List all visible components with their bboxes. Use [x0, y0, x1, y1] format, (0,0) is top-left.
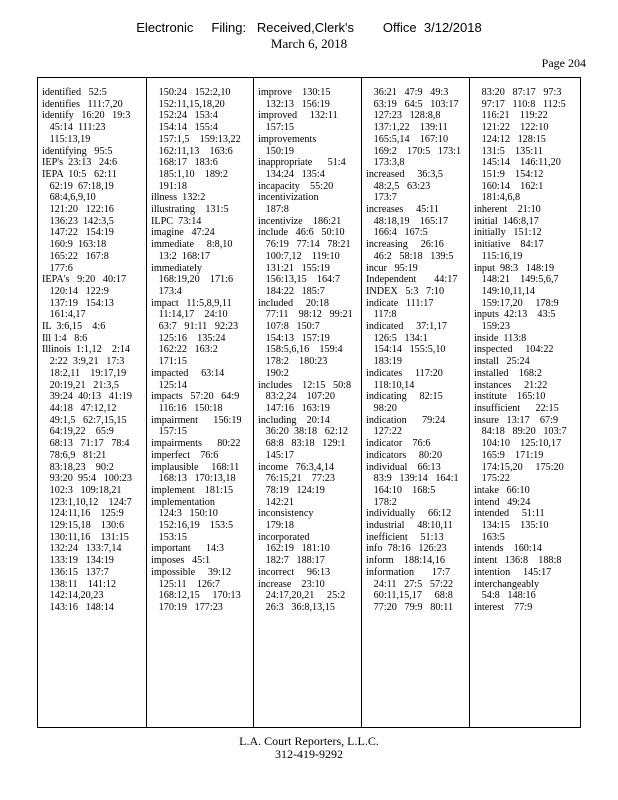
index-entry: indicating 82:15	[366, 391, 443, 403]
index-entry: 168:17 183:6	[151, 157, 218, 169]
index-column-3	[254, 78, 362, 727]
index-entry: 165:22 167:8	[42, 250, 109, 262]
index-entry: intent 136:8 188:8	[474, 555, 562, 567]
index-entry: imposes 45:1	[151, 555, 211, 567]
index-entry: 150:19	[258, 145, 294, 157]
index-entry: 60:11,15,17 68:8	[366, 590, 453, 602]
court-reporter-name: L.A. Court Reporters, L.L.C.	[239, 734, 379, 748]
index-entry: incentivize 186:21	[258, 215, 342, 227]
index-entry: 24:17,20,21 25:2	[258, 590, 346, 602]
index-entry: IEPA 10:5 62:11	[42, 168, 117, 180]
index-entry: 68:4,6,9,10	[42, 192, 96, 204]
index-entry: initial 146:8,17	[474, 215, 539, 227]
index-entry: interchangeably	[474, 578, 540, 590]
index-entry: 127:22	[366, 426, 402, 438]
index-entry: 179:18	[258, 520, 294, 532]
index-entry: impact 11:5,8,9,11	[151, 297, 232, 309]
index-column-4	[362, 78, 470, 727]
index-entry: 64:19,22 65:9	[42, 426, 114, 438]
index-entry: 121:22 122:10	[474, 122, 549, 134]
index-entry: inconsistency	[258, 508, 314, 520]
index-entry: 147:22 154:19	[42, 227, 114, 239]
index-entry: 131:21 155:19	[258, 262, 330, 274]
index-entry: indicator 76:6	[366, 438, 431, 450]
index-entry: 173:7	[366, 192, 397, 204]
index-entry: 173:3,8	[366, 157, 405, 169]
index-entry: 124:11,16 125:9	[42, 508, 124, 520]
index-entry: 36:21 47:9 49:3	[366, 87, 449, 98]
index-entry: individual 66:13	[366, 461, 441, 473]
index-entry: 175:22	[474, 473, 510, 485]
index-entry: 152:24 153:4	[151, 110, 218, 122]
index-entry: 165:5,14 167:10	[366, 133, 449, 145]
index-entry: incapacity 55:20	[258, 180, 334, 192]
index-entry: info 78:16 126:23	[366, 543, 447, 555]
index-entry: identified 52:5	[42, 87, 107, 98]
index-entry: 170:19 177:23	[151, 601, 223, 613]
index-entry: identifying 95:5	[42, 145, 113, 157]
index-entry: 134:15 135:10	[474, 520, 549, 532]
index-entry: INDEX 5:3 7:10	[366, 285, 445, 297]
index-entry: 116:21 119:22	[474, 110, 548, 122]
index-entry: improved 132:11	[258, 110, 338, 122]
index-entry: 124:3 150:10	[151, 508, 218, 520]
index-entry: inappropriate 51:4	[258, 157, 346, 169]
index-entry: 184:22 185:7	[258, 285, 325, 297]
index-entry: incentivization	[258, 192, 319, 204]
index-entry: 97:17 110:8 112:5	[474, 98, 566, 110]
index-entry: 134:24 135:4	[258, 168, 325, 180]
index-column-1	[38, 78, 147, 727]
index-entry: input 98:3 148:19	[474, 262, 555, 274]
index-entry: 93:20 95:4 100:23	[42, 473, 132, 485]
index-entry: 143:16 148:14	[42, 601, 114, 613]
index-entry: 148:21 149:5,6,7	[474, 274, 559, 286]
index-entry: immediate 8:8,10	[151, 239, 233, 251]
index-entry: 185:1,10 189:2	[151, 168, 228, 180]
index-entry: indication 79:24	[366, 414, 446, 426]
index-entry: intake 66:10	[474, 484, 530, 496]
index-entry: 46:2 58:18 139:5	[366, 250, 454, 262]
index-entry: 76:19 77:14 78:21	[258, 239, 351, 251]
index-entry: 168:13 170:13,18	[151, 473, 236, 485]
index-entry: information 17:7	[366, 566, 451, 578]
index-entry: important 14:3	[151, 543, 225, 555]
index-entry: initiative 84:17	[474, 239, 544, 251]
index-entry: 116:16 150:18	[151, 402, 223, 414]
index-entry: IEPA's 9:20 40:17	[42, 274, 127, 286]
index-entry: 154:13 157:19	[258, 332, 330, 344]
index-entry: 187:8	[258, 204, 289, 216]
index-entry: 166:4 167:5	[366, 227, 428, 239]
index-entry: inspected 104:22	[474, 344, 554, 356]
index-entry: 133:19 134:19	[42, 555, 114, 567]
index-entry: implausible 168:11	[151, 461, 240, 473]
index-entry: 178:2 180:23	[258, 356, 328, 368]
index-entry: indicate 111:17	[366, 297, 434, 309]
index-entry: 173:4	[151, 285, 182, 297]
index-entry: 136:23 142:3,5	[42, 215, 114, 227]
index-entry: 76:15,21 77:23	[258, 473, 335, 485]
index-entry: install 25:24	[474, 356, 530, 368]
index-entry: 154:14 155:5,10	[366, 344, 446, 356]
index-entry: 121:20 122:16	[42, 204, 114, 216]
index-entry: includes 12:15 50:8	[258, 379, 352, 391]
index-entry: inherent 21:10	[474, 204, 541, 216]
index-entry: inefficient 51:13	[366, 531, 444, 543]
index-entry: illustrating 131:5	[151, 204, 229, 216]
footer	[0, 735, 618, 761]
index-entry: 138:11 141:12	[42, 578, 117, 590]
index-entry: incorporated	[258, 531, 310, 543]
index-entry: intention 145:17	[474, 566, 552, 578]
index-entry: inside 113:8	[474, 332, 527, 344]
index-entry: 191:18	[151, 180, 187, 192]
index-entry: 142:21	[258, 496, 294, 508]
index-entry: including 20:14	[258, 414, 330, 426]
index-entry: 77:20 79:9 80:11	[366, 601, 454, 613]
index-entry: 130:11,16 131:15	[42, 531, 129, 543]
index-column-5	[470, 78, 580, 727]
index-entry: 164:10 168:5	[366, 484, 436, 496]
index-entry: impairments 80:22	[151, 438, 241, 450]
word-index-table	[37, 77, 581, 728]
index-entry: insufficient 22:15	[474, 402, 559, 414]
index-entry: 183:19	[366, 356, 402, 368]
index-entry: implement 181:15	[151, 484, 234, 496]
index-entry: illness 132:2	[151, 192, 206, 204]
index-entry: increases 45:11	[366, 204, 439, 216]
index-entry: 150:24 152:2,10	[151, 87, 231, 98]
index-entry: indicators 80:20	[366, 449, 443, 461]
index-entry: 120:14 122:9	[42, 285, 109, 297]
index-entry: 163:5	[474, 531, 505, 543]
index-entry: indicates 117:20	[366, 367, 443, 379]
index-entry: incur 95:19	[366, 262, 418, 274]
index-entry: 102:3 109:18,21	[42, 484, 122, 496]
index-entry: identify 16:20 19:3	[42, 110, 131, 122]
index-entry: 157:15	[151, 426, 187, 438]
index-entry: installed 168:2	[474, 367, 542, 379]
index-entry: 161:4,17	[42, 309, 86, 321]
index-entry: 36:20 38:18 62:12	[258, 426, 348, 438]
index-entry: included 20:18	[258, 297, 330, 309]
index-entry: 168:12,15 170:13	[151, 590, 241, 602]
index-entry: 142:14,20,23	[42, 590, 104, 602]
index-entry: include 46:6 50:10	[258, 227, 345, 239]
index-entry: interest 77:9	[474, 601, 533, 613]
index-entry: 118:10,14	[366, 379, 415, 391]
index-entry: 26:3 36:8,13,15	[258, 601, 335, 613]
index-entry: impacted 63:14	[151, 367, 225, 379]
index-entry: increase 23:10	[258, 578, 325, 590]
index-entry: Ill 1:4 8:6	[42, 332, 88, 344]
index-entry: IEP's 23:13 24:6	[42, 157, 118, 169]
index-entry: 159:17,20 178:9	[474, 297, 559, 309]
index-entry: income 76:3,4,14	[258, 461, 335, 473]
index-entry: IL 3:6,15 4:6	[42, 321, 106, 333]
index-entry: 123:1,10,12 124:7	[42, 496, 132, 508]
index-entry: institute 165:10	[474, 391, 546, 403]
index-entry: 162:22 163:2	[151, 344, 218, 356]
page-number: Page 204	[541, 56, 586, 70]
index-entry: 11:14,17 24:10	[151, 309, 228, 321]
index-entry: 54:8 148:16	[474, 590, 536, 602]
index-entry: 83:2,24 107:20	[258, 391, 335, 403]
index-entry: intends 160:14	[474, 543, 542, 555]
index-entry: impacts 57:20 64:9	[151, 391, 240, 403]
index-entry: 153:15	[151, 531, 187, 543]
index-entry: 160:9 163:18	[42, 239, 107, 251]
index-entry: identifies 111:7,20	[42, 98, 123, 110]
index-entry: 13:2 168:17	[151, 250, 211, 262]
index-entry: individually 66:12	[366, 508, 452, 520]
index-entry: 132:13 156:19	[258, 98, 330, 110]
index-entry: 125:14	[151, 379, 187, 391]
court-reporter-phone: 312-419-9292	[275, 747, 343, 761]
index-entry: 147:16 163:19	[258, 402, 330, 414]
index-entry: 2:22 3:9,21 17:3	[42, 356, 125, 368]
index-entry: 125:16 135:24	[151, 332, 226, 344]
index-entry: 174:15,20 175:20	[474, 461, 564, 473]
index-entry: 115:16,19	[474, 250, 523, 262]
index-entry: Illinois 1:1,12 2:14	[42, 344, 131, 356]
index-entry: improve 130:15	[258, 87, 331, 98]
index-entry: insure 13:17 67:9	[474, 414, 559, 426]
index-entry: 68:13 71:17 78:4	[42, 438, 130, 450]
index-entry: 24:11 27:5 57:22	[366, 578, 454, 590]
index-entry: industrial 48:10,11	[366, 520, 453, 532]
index-entry: instances 21:22	[474, 379, 548, 391]
index-entry: 48:18,19 165:17	[366, 215, 449, 227]
index-entry: 131:5 135:11	[474, 145, 543, 157]
index-entry: increased 36:3,5	[366, 168, 443, 180]
index-entry: 154:14 155:4	[151, 122, 218, 134]
index-entry: 39:24 40:13 41:19	[42, 391, 132, 403]
index-entry: inform 188:14,16	[366, 555, 445, 567]
index-entry: 48:2,5 63:23	[366, 180, 431, 192]
index-entry: implementation	[151, 496, 215, 508]
index-entry: 49:1,5 62:7,15,15	[42, 414, 127, 426]
index-entry: 129:15,18 130:6	[42, 520, 125, 532]
index-entry: 151:9 154:12	[474, 168, 544, 180]
index-entry: 63:19 64:5 103:17	[366, 98, 459, 110]
index-entry: 157:15	[258, 122, 294, 134]
filing-stamp: Electronic Filing: Received,Clerk's Office 3/12/2018	[136, 20, 482, 35]
index-entry: 137:19 154:13	[42, 297, 114, 309]
index-entry: 145:14 146:11,20	[474, 157, 561, 169]
index-entry: 83:20 87:17 97:3	[474, 87, 562, 98]
index-entry: ILPC 73:14	[151, 215, 202, 227]
index-entry: improvements	[258, 133, 317, 145]
index-entry: impossible 39:12	[151, 566, 232, 578]
index-entry: 78:6,9 81:21	[42, 449, 107, 461]
index-entry: 124:12 128:15	[474, 133, 546, 145]
index-entry: imperfect 76:6	[151, 449, 219, 461]
filing-date: March 6, 2018	[270, 36, 348, 51]
index-entry: 68:8 83:18 129:1	[258, 438, 346, 450]
index-entry: 156:13,15 164:7	[258, 274, 341, 286]
index-entry: 169:2 170:5 173:1	[366, 145, 462, 157]
index-entry: indicated 37:1,17	[366, 321, 447, 333]
index-entry: 62:19 67:18,19	[42, 180, 114, 192]
index-entry: impairment 156:19	[151, 414, 242, 426]
index-entry: incorrect 96:13	[258, 566, 331, 578]
index-entry: inputs 42:13 43:5	[474, 309, 556, 321]
index-entry: 162:19 181:10	[258, 543, 330, 555]
index-entry: 20:19,21 21:3,5	[42, 379, 119, 391]
index-entry: 165:9 171:19	[474, 449, 544, 461]
index-entry: 126:5 134:1	[366, 332, 428, 344]
index-entry: 63:7 91:11 92:23	[151, 321, 239, 333]
index-entry: 178:2	[366, 496, 397, 508]
index-entry: 177:6	[42, 262, 73, 274]
index-entry: 152:16,19 153:5	[151, 520, 234, 532]
index-entry: 181:4,6,8	[474, 192, 521, 204]
index-entry: 159:23	[474, 321, 510, 333]
index-entry: 44:18 47:12,12	[42, 402, 117, 414]
index-entry: 100:7,12 119:10	[258, 250, 340, 262]
index-entry: intend 49:24	[474, 496, 531, 508]
index-entry: initially 151:12	[474, 227, 542, 239]
index-entry: 182:7 188:17	[258, 555, 325, 567]
index-entry: 160:14 162:1	[474, 180, 544, 192]
index-entry: 145:17	[258, 449, 294, 461]
index-entry: 162:11,13 163:6	[151, 145, 233, 157]
index-entry: 18:2,11 19:17,19	[42, 367, 127, 379]
index-entry: 115:13,19	[42, 133, 91, 145]
index-entry: Independent 44:17	[366, 274, 458, 286]
index-entry: 152:11,15,18,20	[151, 98, 225, 110]
index-entry: 190:2	[258, 367, 289, 379]
index-entry: immediately	[151, 262, 202, 274]
index-entry: 107:8 150:7	[258, 321, 320, 333]
index-entry: 83:18,23 90:2	[42, 461, 114, 473]
index-entry: 168:19,20 171:6	[151, 274, 234, 286]
index-entry: imagine 47:24	[151, 227, 215, 239]
index-entry: 77:11 98:12 99:21	[258, 309, 353, 321]
index-entry: intended 51:11	[474, 508, 545, 520]
index-entry: 136:15 137:7	[42, 566, 109, 578]
index-entry: 157:1,5 159:13,22	[151, 133, 241, 145]
index-entry: 158:5,6,16 159:4	[258, 344, 343, 356]
index-entry: 84:18 89:20 103:7	[474, 426, 567, 438]
index-entry: 125:11 126:7	[151, 578, 220, 590]
index-entry: 137:1,22 139:11	[366, 122, 448, 134]
index-entry: 83:9 139:14 164:1	[366, 473, 459, 485]
index-entry: 98:20	[366, 402, 397, 414]
index-entry: 104:10 125:10,17	[474, 438, 562, 450]
index-column-2	[147, 78, 254, 727]
index-entry: 117:8	[366, 309, 397, 321]
index-entry: 127:23 128:8,8	[366, 110, 441, 122]
index-entry: 45:14 111:23	[42, 122, 106, 134]
index-entry: 132:24 133:7,14	[42, 543, 122, 555]
index-entry: 149:10,11,14	[474, 285, 536, 297]
index-entry: 78:19 124:19	[258, 484, 325, 496]
index-entry: 171:15	[151, 356, 187, 368]
index-entry: increasing 26:16	[366, 239, 444, 251]
